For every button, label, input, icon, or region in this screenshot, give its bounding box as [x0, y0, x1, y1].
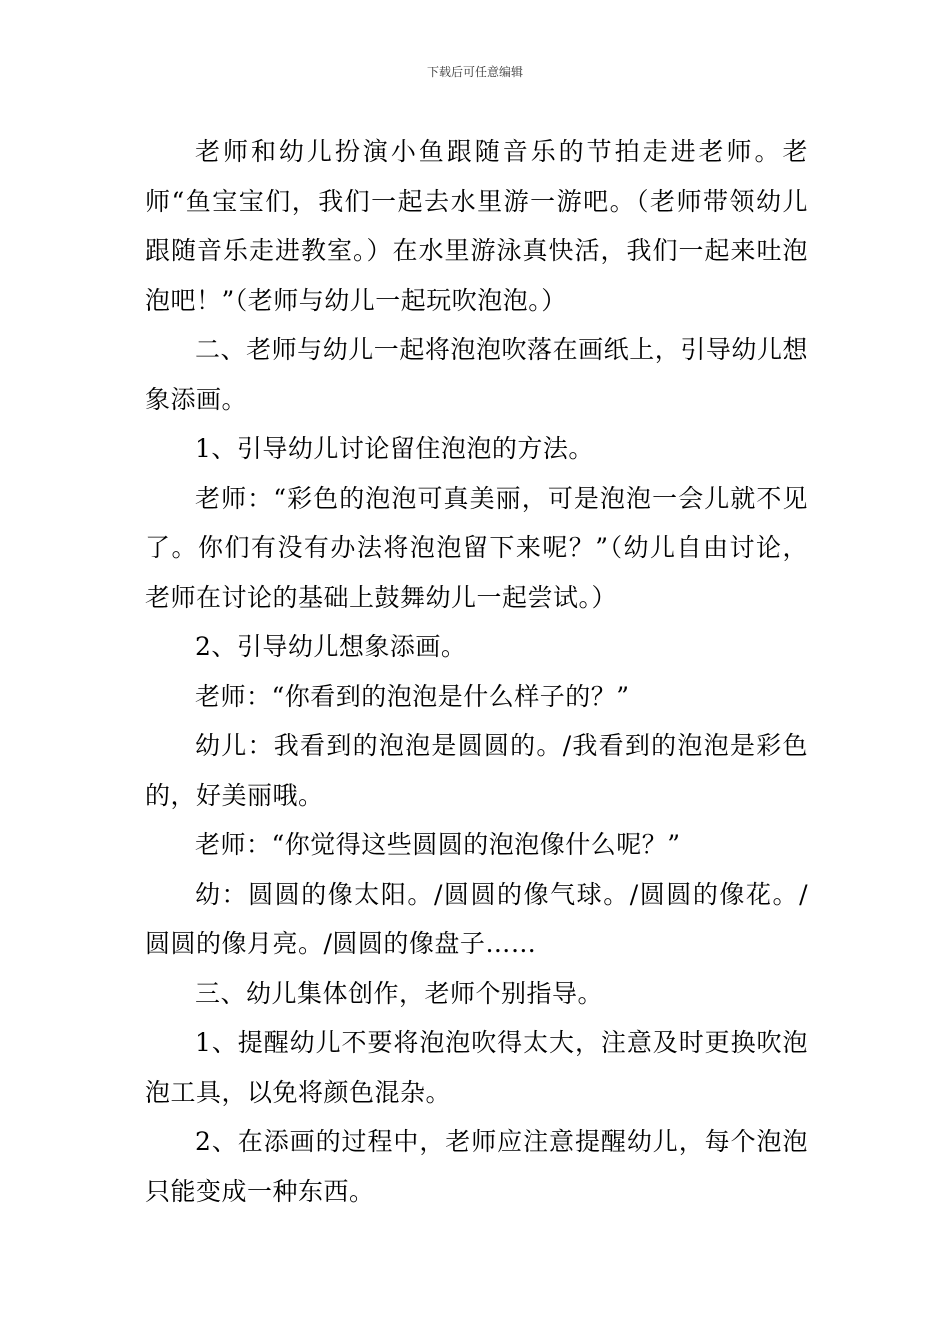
paragraph-guidance-one: 1、提醒幼儿不要将泡泡吹得太大，注意及时更换吹泡泡工具，以免将颜色混杂。 [145, 1028, 808, 1107]
page-header-note: 下载后可任意编辑 [426, 65, 523, 79]
paragraph-section-two-heading: 二、老师与幼儿一起将泡泡吹落在画纸上，引导幼儿想象添画。 [145, 335, 808, 414]
paragraph-child-answer-like: 幼：圆圆的像太阳。/圆圆的像气球。/圆圆的像花。/圆圆的像月亮。/圆圆的像盘子…… [145, 879, 808, 958]
paragraph-teacher-question-keep: 老师：“彩色的泡泡可真美丽，可是泡泡一会儿就不见了。你们有没有办法将泡泡留下来呢？”（幼儿自由讨论，老师在讨论的基础上鼓舞幼儿一起尝试。） [145, 483, 808, 612]
paragraph-section-three-heading: 三、幼儿集体创作，老师个别指导。 [195, 978, 604, 1008]
paragraph-step-two: 2、引导幼儿想象添画。 [195, 632, 467, 661]
paragraph-guidance-two: 2、在添画的过程中，老师应注意提醒幼儿，每个泡泡只能变成一种东西。 [145, 1127, 808, 1206]
paragraph-step-one: 1、引导幼儿讨论留住泡泡的方法。 [195, 434, 594, 463]
paragraph-intro-activity: 老师和幼儿扮演小鱼跟随音乐的节拍走进老师。老师“鱼宝宝们，我们一起去水里游一游吧。（老师带领幼儿跟随音乐走进教室。）在水里游泳真快活，我们一起来吐泡泡吧！”（老师与幼儿一起玩吹泡泡。） [145, 137, 808, 315]
paragraph-teacher-question-like: 老师：“你觉得这些圆圆的泡泡像什么呢？” [195, 830, 681, 859]
paragraph-child-answer-shape: 幼儿：我看到的泡泡是圆圆的。/我看到的泡泡是彩色的，好美丽哦。 [145, 731, 808, 810]
paragraph-teacher-question-shape: 老师：“你看到的泡泡是什么样子的？” [195, 681, 630, 711]
document-body [145, 127, 808, 1216]
